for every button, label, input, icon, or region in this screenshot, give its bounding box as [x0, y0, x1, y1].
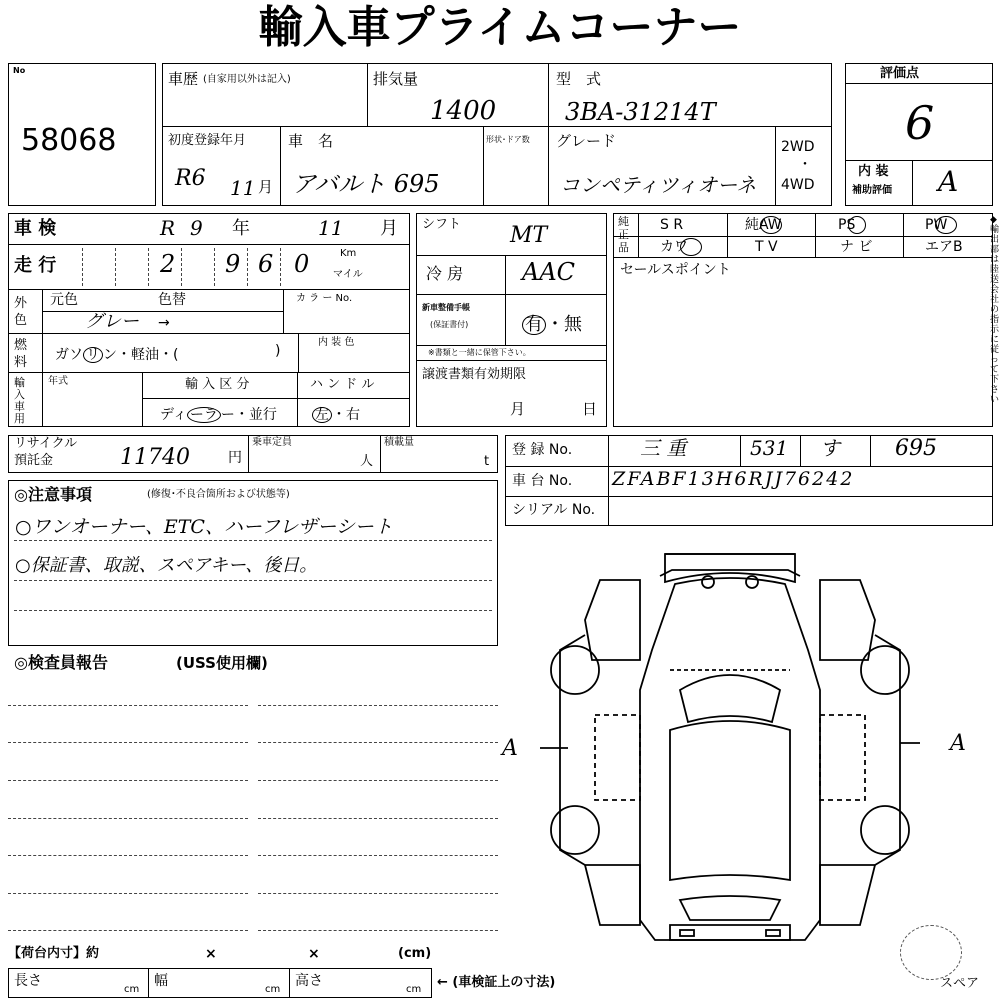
fuel-option-a[interactable]: ガソ [55, 347, 83, 363]
diagram-left-mark: A [502, 736, 518, 761]
model-value: 3BA-31214T [565, 98, 716, 126]
equip-ps[interactable]: PS [838, 217, 856, 233]
exterior-arrow: → [158, 315, 170, 331]
recycle-unit: 円 [228, 450, 242, 466]
drive-dot: ・ [798, 157, 812, 173]
drive-2wd[interactable]: 2WD [781, 139, 815, 155]
mileage-digit-1: 2 [160, 250, 176, 278]
import-year-label: 年式 [48, 376, 68, 387]
chassis-label: 車 台 No. [512, 473, 573, 489]
equip-airbag[interactable]: エアB [925, 239, 963, 255]
ac-value: AAC [522, 258, 576, 286]
car-diagram [540, 540, 920, 960]
fuel-options [55, 344, 178, 364]
mileage-digit-4: 0 [294, 250, 310, 278]
service-book-label2: (保証書付) [430, 320, 469, 329]
handle-options [312, 404, 360, 424]
import-side-label: 輸入車用 [14, 376, 25, 425]
equip-navi[interactable]: ナ ビ [840, 239, 873, 255]
import-kind-b[interactable]: ー・並行 [220, 407, 277, 423]
registration-label: 登 録 No. [512, 442, 573, 458]
mileage-unit-mile[interactable]: マイル [333, 269, 363, 280]
cargo-x2: × [308, 946, 320, 962]
inspection-label: 車 検 [14, 218, 57, 239]
shift-value: MT [510, 223, 548, 248]
service-book-options [522, 310, 582, 336]
inspection-year: 9 [190, 216, 203, 240]
spare-label: スペア [940, 976, 980, 991]
mileage-label: 走 行 [14, 255, 57, 276]
notes-line-2: ○保証書、取説、スペアキー、後日。 [15, 555, 318, 576]
spare-tire-circle [900, 925, 962, 980]
lot-number: 58068 [21, 123, 117, 158]
fuel-circled[interactable]: リ [83, 347, 103, 363]
history-label: 車歴 [168, 70, 199, 88]
cargo-width-unit: cm [265, 984, 281, 995]
exterior-orig-label: 元色 [50, 292, 78, 308]
exterior-side-label: 外色 [14, 296, 28, 328]
mileage-digit-2: 9 [225, 250, 241, 278]
drive-4wd[interactable]: 4WD [781, 177, 815, 193]
cargo-height-label: 高さ [295, 973, 323, 989]
inspection-era: R [160, 216, 176, 240]
import-kind-a[interactable]: ディ [160, 407, 187, 423]
equip-ps-circle [848, 216, 866, 234]
model-label: 型 式 [556, 70, 602, 88]
cargo-note: ← (車検証上の寸法) [437, 975, 556, 990]
registration-region: 三 重 [640, 436, 687, 460]
displacement-label: 排気量 [373, 70, 419, 88]
mileage-digit-3: 6 [258, 250, 274, 278]
recycle-value: 11740 [120, 445, 190, 470]
fuel-option-b[interactable]: ン・軽油・( [103, 347, 179, 363]
mileage-unit-km[interactable]: Km [340, 248, 357, 259]
interior-color-label: 内 装 色 [318, 337, 355, 348]
sales-point-label: セールスポイント [620, 262, 731, 278]
ac-label: 冷 房 [426, 264, 464, 283]
first-reg-month-unit: 月 [258, 178, 274, 196]
exterior-color: グレー [85, 311, 139, 332]
load-label: 積載量 [384, 437, 414, 448]
color-no-label: カ ラ ー No. [296, 293, 353, 304]
handle-right[interactable]: 右 [346, 407, 360, 423]
cargo-unit: (cm) [398, 946, 432, 961]
registration-class: 531 [750, 436, 789, 460]
interior-score-label: 内 装 [858, 164, 889, 179]
inspection-year-unit: 年 [232, 218, 250, 239]
aux-score-label: 補助評価 [852, 185, 892, 196]
service-book-label: 新車整備手帳 [422, 303, 470, 312]
equip-tv[interactable]: T V [755, 239, 778, 255]
page-title: 輸入車プライムコーナー [258, 2, 742, 53]
cargo-height-unit: cm [406, 984, 422, 995]
equip-sr[interactable]: S R [660, 217, 684, 233]
lot-label: No [13, 66, 26, 75]
interior-score-value: A [938, 165, 959, 198]
score-label: 評価点 [880, 66, 920, 81]
score-value: 6 [905, 96, 935, 150]
notes-sub: (修復･不良合箇所および状態等) [147, 489, 290, 500]
inspection-month-unit: 月 [380, 218, 398, 239]
recycle-label2: 預託金 [14, 453, 54, 468]
registration-number: 695 [895, 436, 937, 461]
import-kind-label: 輸 入 区 分 [185, 377, 250, 392]
first-reg-year: R6 [175, 166, 206, 191]
diagram-right-mark: A [950, 731, 966, 756]
equip-kawa[interactable]: カワ [660, 239, 688, 255]
lot-box [8, 63, 156, 206]
shape-label: 形状･ドア数 [486, 135, 530, 144]
import-kind-circled[interactable]: ーラ [187, 407, 221, 423]
equip-aw-circle [760, 216, 782, 234]
first-reg-label: 初度登録年月 [168, 133, 247, 148]
cargo-length-label: 長さ [14, 973, 42, 989]
cargo-x1: × [205, 946, 217, 962]
service-book-note: ※書類と一緒に保管下さい。 [428, 348, 531, 357]
first-reg-month: 11 [230, 176, 256, 200]
handle-left[interactable]: 左 [312, 407, 332, 423]
side-note: ◆輸出部は陸送会社の指示に従って下さい [990, 215, 1000, 405]
notes-heading: ◎注意事項 [14, 485, 92, 504]
cargo-length-unit: cm [124, 984, 140, 995]
cargo-dims-block [8, 968, 432, 998]
cargo-width-label: 幅 [154, 973, 168, 989]
equip-aw[interactable]: 純AW [745, 217, 782, 233]
equipment-side-label: 純正品 [618, 215, 629, 254]
history-note: (自家用以外は記入) [203, 74, 291, 85]
exterior-repaint-label: 色替 [158, 292, 186, 308]
transfer-label: 譲渡書類有効期限 [422, 367, 527, 382]
capacity-unit: 人 [360, 454, 374, 469]
equip-pw-circle [935, 216, 957, 234]
fuel-side-label: 燃料 [14, 338, 28, 370]
shift-label: シフト [422, 217, 462, 232]
fuel-paren-close: ) [275, 343, 281, 359]
transfer-month: 月 [510, 400, 526, 418]
transfer-day: 日 [582, 400, 598, 418]
notes-line-1: ○ワンオーナー、ETC、ハーフレザーシート [15, 516, 393, 538]
inspection-block [8, 213, 410, 427]
import-kind-options [160, 404, 277, 424]
handle-sep: ・ [332, 407, 346, 423]
serial-label: シリアル No. [512, 502, 596, 518]
car-name-label: 車 名 [288, 132, 334, 150]
car-name-value: アバルト 695 [292, 170, 440, 198]
recycle-label: リサイクル [14, 436, 78, 451]
registration-kana: す [820, 436, 840, 460]
capacity-label: 乗車定員 [252, 437, 292, 448]
inspector-heading: ◎検査員報告 [14, 653, 108, 672]
cargo-label: 【荷台内寸】約 [8, 946, 100, 961]
grade-value: コンペティツィオーネ [560, 173, 757, 197]
inspector-sub: (USS使用欄) [176, 654, 268, 672]
service-book-yes[interactable]: 有 [522, 315, 546, 335]
equip-kawa-circle [680, 238, 702, 256]
service-book-no[interactable]: ・無 [546, 314, 582, 335]
inspection-month: 11 [318, 216, 344, 240]
displacement-value: 1400 [430, 96, 497, 126]
grade-label: グレード [556, 132, 617, 150]
equip-pw[interactable]: PW [925, 217, 948, 233]
chassis-value: ZFABF13H6RJJ76242 [612, 468, 855, 490]
handle-label: ハ ン ド ル [310, 377, 375, 392]
load-unit: t [484, 454, 490, 469]
